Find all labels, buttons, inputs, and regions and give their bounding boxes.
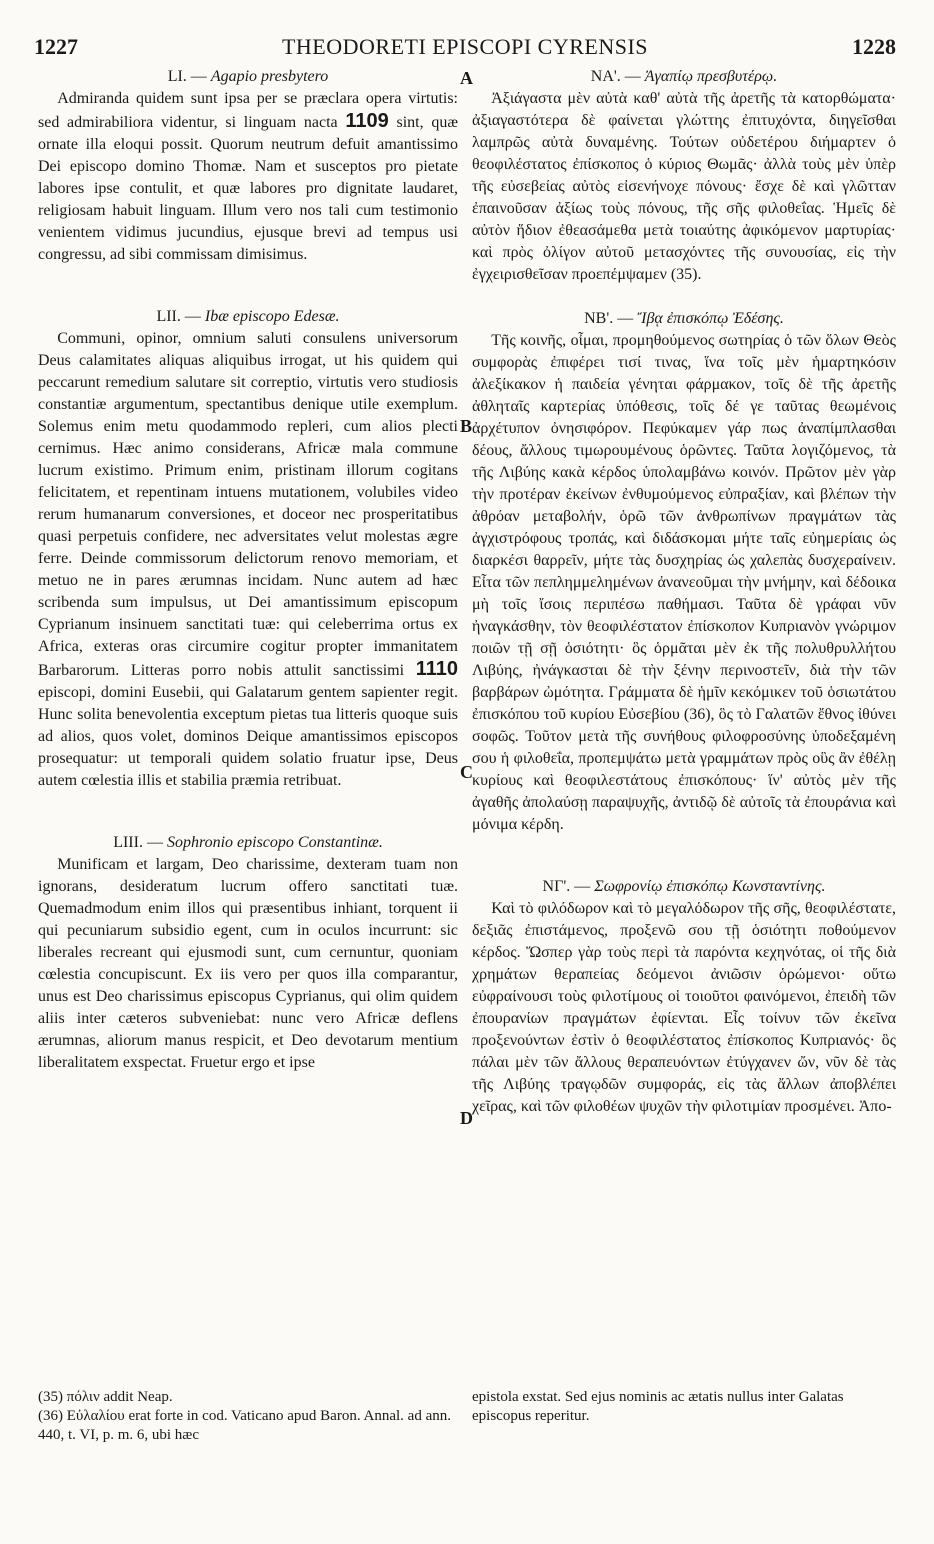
greek-letter-53-heading — [472, 876, 896, 898]
greek-letter-51-heading — [472, 66, 896, 88]
margin-letter-b: B — [460, 416, 473, 436]
section-title: Ἴβᾳ ἐπισκόπῳ Ἐδέσης. — [637, 310, 784, 327]
column-number: 1109 — [345, 110, 389, 132]
text-run: Communi, opinor, omnium saluti consulens universorum Deus calamitates aliquas aliquibus irrogat, ut his quidem qui peccarunt remedium salutare sit correptio, virtutis vero studiosis constantiæ argumentum, spectantibus denique utile exemplum. Solemus enim metu quodammodo repleri, cum alios plecti cernimus. Hæc animo considerans, Africæ mala commune lucrum existimo. Primum enim, pristinam illorum cogitans felicitatem, et repentinam intuens mutationem, volubiles video rerum humanarum conversiones, et doceor nec prosperitatibus quasi perpetuis confidere, nec adversitates velut molestas ægre ferre. Deinde commissorum delictorum renovo memoriam, et metuo ne in pares ærumnas incidam. Nunc autem ad hæc scribenda sum impulsus, ut Dei amantissimum episcopum Cyprianum insinuem sanctitati tuæ: qui celeberrima ortus ex Africa, exteras oras circumire cogitur propter immanitatem Barbarorum. Litteras porro nobis attulit sanctissimi — [38, 330, 458, 679]
margin-letter-d: D — [460, 1108, 473, 1128]
greek-letter-52-heading — [472, 308, 896, 330]
footnote-35: (35) πόλιν addit Neap. — [38, 1389, 173, 1405]
text-run: Admiranda quidem sunt ipsa per se præclara opera virtutis: sed admirabiliora videntur, si linguam nacta — [38, 90, 458, 131]
page-number-left: 1227 — [34, 34, 78, 59]
greek-letter-53-text: Καὶ τὸ φιλόδωρον καὶ τὸ μεγαλόδωρον τῆς σῆς, θεοφιλέστατε, δεξιᾶς ἐπιστάμενος, προξενῶ σου τῇ ὁσιότητι ποθούμενον κέρδος. Ὥσπερ γὰρ τοὺς περὶ τὰ παρόντα κεχηνότας, οἱ τῆς διὰ χρημάτων θεραπείας δεόμενοι ἀνιῶσιν ὁρώμενοι· οὕτω εὐφραίνουσι τοὺς φιλοτίμους οἱ τοιοῦτοι φαινόμενοι, ἐπειδὴ τῶν ἐπουρανίων πραγμάτων ἐφίενται. Εἷς τοίνυν τῶν ἐκεῖνα προξενούντων ἐστὶν ὁ θεοφιλέστατος ἐπίσκοπος Κυπριανός· ὃς πάλαι μὲν τῶν ἄλλους θεραπευόντων ἐτύγχανεν ὤν, νῦν δὲ τὰς τῆς Λιβύης τραγῳδῶν συμφοράς, εἰς τὰς ἄλλων ἀποβλέπει χεῖρας, καὶ τῶν φιλοθέων ψυχῶν τὴν φιλοτιμίαν προσμένει. Ἀπο- — [472, 900, 896, 1115]
section-title: Σωφρονίῳ ἐπισκόπῳ Κωνσταντίνης. — [594, 878, 826, 895]
greek-column — [472, 66, 896, 1118]
margin-letter-c: C — [460, 762, 473, 782]
greek-letter-51-text: Ἀξιάγαστα μὲν αὐτὰ καθ' αὐτὰ τῆς ἀρετῆς τὰ κατορθώματα· ἀξιαγαστότερα δὲ φαίνεται γλώττης ἐπιτυχόντα, διηγεῖσθαι λαμπρῶς αὐτὰ δυναμένης. Τούτων οὐδετέρου διήμαρτεν ὁ θεοφιλέστατος ἐπίσκοπος ὁ κύριος Θωμᾶς· ἀλλὰ τοὺς μὲν ὑπὲρ τῆς εὐσεβείας αὐτὸς εἰσενήνοχε πόνους· ἔσχε δὲ καὶ γλῶτταν ἐπαινοῦσαν ἀξίως τοὺς πόνους, τῆς σῆς φιλοθεΐας. Ἡμεῖς δὲ αὐτὸν ἥδιον ἐθεασάμεθα μετὰ τοιαύτης ἀφικόμενον μαρτυρίας· καὶ πρὸς ὀλίγον αὐτοῦ μετασχόντες τῆς συνουσίας, εἰς τὴν ἐγχειρισθεῖσαν προεπέμψαμεν (35). — [472, 90, 896, 283]
section-number: LIII. — — [113, 834, 163, 851]
latin-letter-51-heading — [38, 66, 458, 88]
section-number: ΝΑ'. — — [590, 68, 641, 85]
section-title: Ibæ episcopo Edesæ. — [204, 308, 340, 325]
section-number: LII. — — [156, 308, 201, 325]
section-title: Ἀγαπίῳ πρεσβυτέρῳ. — [644, 68, 778, 85]
margin-letter-a: A — [460, 68, 473, 88]
column-number: 1110 — [415, 658, 459, 680]
footnote-36-continued: epistola exstat. Sed ejus nominis ac ætatis nullus inter Galatas episcopus reperitur. — [472, 1389, 844, 1424]
section-title: Sophronio episcopo Constantinæ. — [166, 834, 383, 851]
section-number: ΝΒ'. — — [584, 310, 634, 327]
running-title: THEODORETI EPISCOPI CYRENSIS — [281, 34, 649, 59]
footnotes-left — [38, 1388, 458, 1445]
text-run: sint, quæ ornate illa eloqui possit. Quorum neutrum defuit amantissimo Dei episcopo domino Thomæ. Nam et susceptos pro pietate labores ipse contulit, et quæ labores pro dignitate laudaret, religiosam habuit linguam. Illum vero nos tali cum testimonio venientem vidimus jucundius, ejusque brevi ad tempus usi congressu, ad sibi commissam dimisimus. — [38, 114, 458, 263]
page-header — [34, 34, 896, 64]
section-number: LI. — — [167, 68, 207, 85]
page-number-right: 1228 — [852, 34, 896, 59]
footnote-36: (36) Εὐλαλίου erat forte in cod. Vaticano apud Baron. Annal. ad ann. 440, t. VI, p. m. 6, ubi hæc — [38, 1408, 451, 1443]
latin-letter-52-heading — [38, 306, 458, 328]
latin-letter-52-text — [38, 328, 458, 792]
latin-letter-53-heading — [38, 832, 458, 854]
section-number: ΝΓ'. — — [542, 878, 591, 895]
text-run: episcopi, domini Eusebii, qui Galatarum gentem sapienter regit. Hunc solita benevolentia exceptum pietas tua litteris quoque suis ad alios, quos volet, dominos Deique amantissimos episcopos prosequatur: ut temporali quidem solatio fruatur ipse, Deus autem cœlestia illis et stabilia præmia retribuat. — [38, 684, 458, 789]
footnotes-right — [472, 1388, 896, 1426]
latin-column — [38, 66, 458, 1074]
latin-letter-51-text — [38, 88, 458, 266]
latin-letter-53-text: Munificam et largam, Deo charissime, dexteram tuam non ignorans, desideratum lucrum offero sanctitati tuæ. Quemadmodum enim illos qui præsentibus inhiant, torquent ii qui pecuniarum subsidio egent, cum in oculos incurrunt: sic liberales recreant qui ejusmodi sunt, cum cernuntur, quoniam cœlestia concupiscunt. Ex iis vero per quos illa comparantur, unus est Deo charissimus episcopus Cyprianus, qui olim quidem aliis inter cæteros subveniebat: nunc vero Africæ deflens ærumnas, aliorum manus respicit, et Deo devotarum mentium liberalitatem exspectat. Fruetur ergo et ipse — [38, 856, 458, 1071]
greek-letter-52-text: Τῆς κοινῆς, οἶμαι, προμηθούμενος σωτηρίας ὁ τῶν ὅλων Θεὸς συμφορὰς ἐπιφέρει τισί τινας, ἵνα τοῖς μὲν ἡμαρτηκόσιν ἀλεξίκακον ἡ παιδεία γένηται φάρμακον, τοῖς δὲ τῆς ἀρετῆς ἀθληταῖς καρτερίας ὑπόθεσις, τοῖς δέ γε ταῦτας θεωμένοις ἀρχέτυπον ὀνησιφόρον. Πεφύκαμεν γάρ πως ἀναπίμπλασθαι δέους, ἄλλους τιμωρουμένους ὁρῶντες. Ταῦτα λογιζόμενος, τὰ τῆς Λιβύης κακὰ κέρδος ὑπολαμβάνω κοινόν. Πρῶτον μὲν γὰρ τὴν προτέραν ἐκείνων ἐνθυμούμενος εὐπραξίαν, καὶ βλέπων τὴν ἀθρόαν μεταβολήν, ὁρῶ τῶν ἀνθρωπίνων πραγμάτων τὰς ἀγχιστρόφους τροπάς, καὶ διδάσκομαι μήτε ταῖς εὐημερίαις ὡς διαρκέσι θαρρεῖν, μήτε τὰς δυσχηρίας ὡς χαλεπὰς δυσχεραίνειν. Εἶτα τῶν πεπλημμελημένων ἀνανεοῦμαι τὴν μνήμην, καὶ δέδοικα μὴ τοῖς ἴσοις περιπέσω παθήμασι. Ταῦτα δὲ γράφαι νῦν ἠναγκάσθην, τὸν θεοφιλέστατον ἐπίσκοπον Κυπριανὸν γνώριμον ποιῶν τῇ σῇ ὁσιότητι· ὃς ὁρμᾶται μὲν ἐκ τῆς πολυθρυλλήτου Λιβύης, ἠνάγκασται δὲ τὴν ξένην περινοστεῖν, διὰ τὴν τῶν βαρβάρων ὠμότητα. Γράμματα δὲ ἡμῖν κεκόμικεν τοῦ ὁσιωτάτου ἐπισκόπου τοῦ κυρίου Εὐσεβίου (36), ὃς τὸ Γαλατῶν ἔθνος ἰθύνει σοφῶς. Τοῦτον μετὰ τῆς συνήθους φιλοφροσύνης ὑποδεξαμένη σου ἡ φιλοθεΐα, προπεμψάτω μετὰ γραμμάτων πρὸς οὓς ἂν ἐθέλῃ κυρίους καὶ θεοφιλεστάτους ἐπισκόπους· ἵν' αὐτὸς μὲν τῆς ἀγαθῆς ἀπολαύσῃ παραψυχῆς, ἀντιδῷ δὲ αὐτοῖς τὰ ἐπουράνια καὶ μόνιμα κέρδη. — [472, 332, 896, 833]
section-title: Agapio presbytero — [210, 68, 329, 85]
